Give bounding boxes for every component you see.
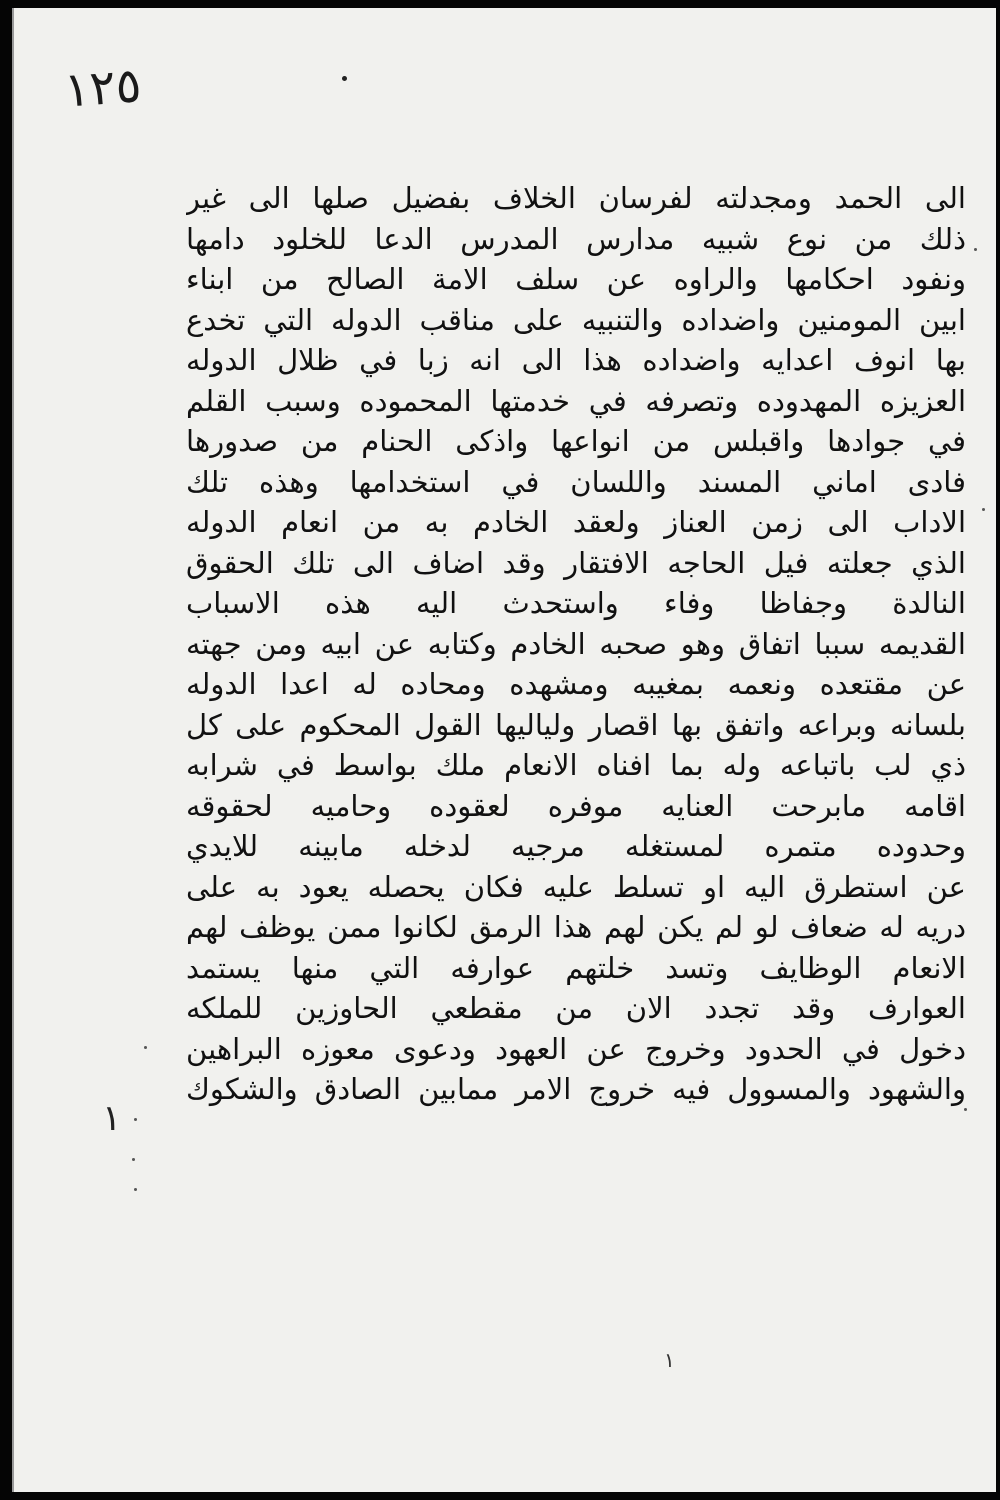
text-line: عن استطرق اليه او تسلط عليه فكان يحصله يعود به على	[186, 869, 966, 904]
ink-speck	[132, 1158, 135, 1161]
manuscript-page	[12, 8, 996, 1492]
text-line: الانعام الوظايف وتسد خلتهم عوارفه التي منها يستمد	[186, 950, 966, 985]
text-line: دخول في الحدود وخروج عن العهود ودعوى معوزه البراهين	[186, 1031, 966, 1066]
text-line: دريه له ضعاف لو لم يكن لهم هذا الرمق لكانوا ممن يوظف لهم	[186, 910, 966, 944]
folio-number: ١٢٥	[62, 57, 144, 119]
text-line: النالدة وجفاظا وفاء واستحدث اليه هذه الاسباب	[186, 586, 966, 620]
text-line: العزيزه المهدوده وتصرفه في خدمتها المحموده وسبب القلم	[186, 383, 966, 418]
ink-speck	[144, 1046, 147, 1049]
ink-speck	[974, 248, 977, 251]
margin-mark: ١	[102, 1098, 122, 1139]
text-line: اقامه مابرحت العنايه موفره لعقوده وحاميه لحقوقه	[186, 788, 966, 823]
text-line: في جوادها واقبلس من انواعها واذكى الحنام من صدورها	[186, 424, 966, 458]
text-line: الذي جعلته فيل الحاجه الافتقار وقد اضاف الى تلك الحقوق	[186, 545, 966, 580]
text-line: ابين المومنين واضداده والتنبيه على مناقب الدوله التي تخدع	[186, 302, 966, 337]
text-line: العوارف وقد تجدد الان من مقطعي الحاوزين للملكه	[186, 991, 966, 1025]
text-line: ذلك من نوع شبيه مدارس المدرس الدعا للخلود دامها	[186, 221, 966, 256]
bottom-mark: ١	[664, 1348, 675, 1372]
text-line: الى الحمد ومجدلته لفرسان الخلاف بفضيل صلها الى غير	[186, 181, 966, 215]
ink-dot	[342, 76, 347, 81]
ink-speck	[134, 1118, 137, 1121]
text-line: فادى اماني المسند واللسان في استخدامها وهذه تلك	[186, 464, 966, 499]
text-line: بلسانه وبراعه واتفق بها اقصار ولياليها القول المحكوم على كل	[186, 707, 966, 742]
text-line: بها انوف اعدايه واضداده هذا الى انه زبا في ظلال الدوله	[186, 343, 966, 377]
text-line: الاداب الى زمن العناز ولعقد الخادم به من انعام الدوله	[186, 505, 966, 539]
text-line: وحدوده متمره لمستغله مرجيه لدخله مابينه للايدي	[186, 829, 966, 863]
text-line: القديمه سببا اتفاق وهو صحبه الخادم وكتابه عن ابيه ومن جهته	[186, 626, 966, 661]
text-line: ذي لب باتباعه وله بما افناه الانعام ملك بواسط في شرابه	[186, 748, 966, 782]
text-line: ونفود احكامها والراوه عن سلف الامة الصالح من ابناء	[186, 262, 966, 296]
ink-speck	[134, 1188, 137, 1191]
text-line: والشهود والمسوول فيه خروج الامر ممابين الصادق والشكوك	[186, 1072, 966, 1106]
manuscript-text	[186, 178, 966, 1110]
text-line: عن مقتعده ونعمه بمغيبه ومشهده ومحاده له اعدا الدوله	[186, 667, 966, 701]
ink-speck	[982, 508, 985, 511]
